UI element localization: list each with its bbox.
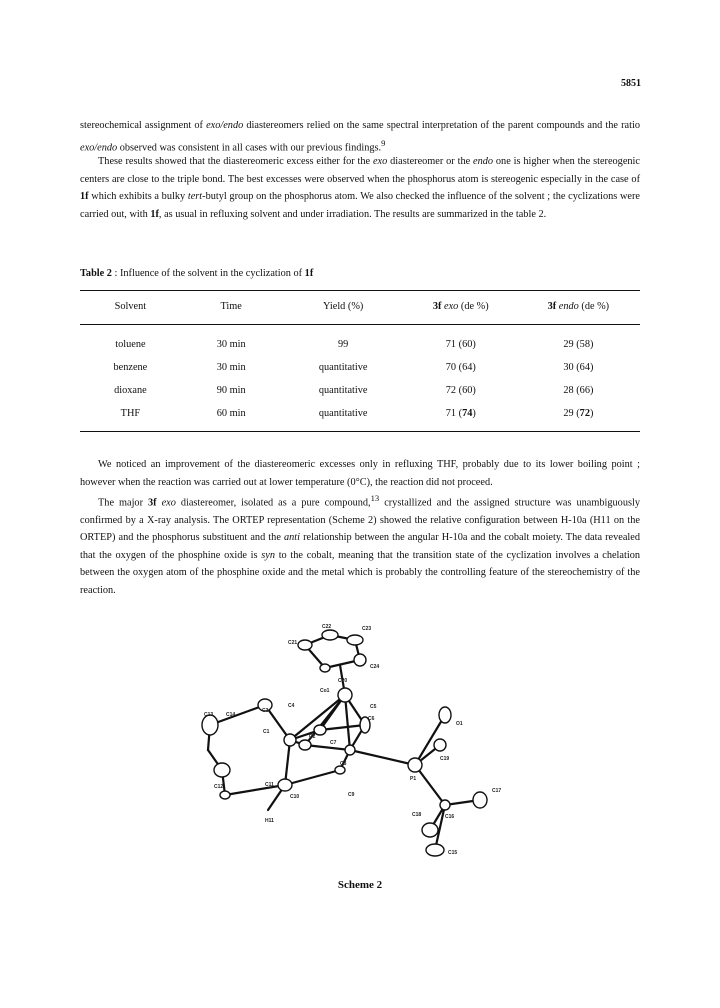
ortep-structure-figure xyxy=(190,620,530,870)
solvent-table xyxy=(80,290,640,432)
atom-label: C13 xyxy=(204,712,214,718)
atom-label: H11 xyxy=(265,818,274,824)
table-header-row xyxy=(80,291,640,325)
atom-label: C16 xyxy=(445,814,455,820)
table-cell: 60 min xyxy=(181,402,282,432)
table-row xyxy=(80,402,640,432)
atom-label: C20 xyxy=(338,678,348,684)
table-cell: 71 (74) xyxy=(405,402,517,432)
atom-label: C14 xyxy=(226,712,236,718)
header-yield: Yield (%) xyxy=(282,291,405,325)
paragraph-3: We noticed an improvement of the diastereomeric excesses only in refluxing THF, probably due to its lower boiling point ; however when the reaction was carried out at lower temperature (0°C), the reaction did not proceed. xyxy=(80,459,640,488)
table-cell: benzene xyxy=(113,362,148,373)
atom-label: C10 xyxy=(290,794,300,800)
table-cell: quantitative xyxy=(318,362,368,373)
figure-caption: Scheme 2 xyxy=(337,879,383,891)
table-cell: 70 (64) xyxy=(445,362,476,373)
atom-label: C4 xyxy=(288,703,295,709)
table-cell: 30 min xyxy=(216,362,246,373)
table-row xyxy=(80,379,640,402)
atom-label: C3 xyxy=(262,708,269,714)
paragraph-4: The major 3f exo diastereomer, isolated as a pure compound,$^{13}$ crystallized and the assigned structure was unambiguously confirmed by a X-ray analysis. The ORTEP representation (Scheme 2) showed the relative configuration between H-10a (H11 on the ORTEP) and the phosphorus substituent and the anti relationship between the angular H-10a and the cobalt moiety. The data revealed that the oxygen of the phosphine oxide is syn to the cobalt, meaning that the transition state of the cyclization involves a chelation between the oxygen atom of the phosphine oxide and the metal which is probably the controlling feature of the stereochemistry of the reaction. xyxy=(80,493,641,596)
table-cell: 30 (64) xyxy=(563,362,594,373)
atom-label: C22 xyxy=(322,624,332,630)
atom-label: C17 xyxy=(492,788,502,794)
atom-label: O1 xyxy=(456,721,463,727)
atom-label: C12 xyxy=(214,784,224,790)
paragraph-1: stereochemical assignment of exo/endo diastereomers relied on the same spectral interpretation of the parent compounds and the ratio exo/endo observed was consistent in all cases with our previous findings.$^9$ xyxy=(80,120,640,153)
table-cell: 28 (66) xyxy=(563,385,594,396)
atom-label: C21 xyxy=(288,640,298,646)
atom-label: C19 xyxy=(440,756,450,762)
table-cell: 71 (60) xyxy=(445,339,476,350)
table-cell: 90 min xyxy=(216,385,246,396)
atom-label: C24 xyxy=(370,664,380,670)
atom-label: C18 xyxy=(412,812,422,818)
atom-label: C15 xyxy=(448,850,458,856)
page-number: 5851 xyxy=(621,78,641,89)
table-caption: Table 2 : Influence of the solvent in the cyclization of 1f xyxy=(80,268,314,279)
table-cell: quantitative xyxy=(282,402,405,432)
table-cell: 72 (60) xyxy=(445,385,476,396)
table-cell: dioxane xyxy=(114,385,147,396)
header-time: Time xyxy=(181,291,282,325)
header-solvent: Solvent xyxy=(80,291,181,325)
atom-label: C7 xyxy=(330,740,337,746)
atom-label: C2 xyxy=(309,734,316,740)
atom-label: C1 xyxy=(263,729,270,735)
table-row xyxy=(80,325,640,357)
table-cell: 29 (72) xyxy=(517,402,640,432)
table-cell: quantitative xyxy=(318,385,368,396)
table-cell: 99 xyxy=(338,339,349,350)
atom-label: P1 xyxy=(410,776,417,782)
paragraph-2: These results showed that the diastereomeric excess either for the exo diastereomer or the endo one is higher when the stereogenic centers are close to the triple bond. The best excesses were observed when the phosphorus atom is stereogenic especially in the case of 1f which exhibits a bulky tert-butyl group on the phosphorus atom. We also checked the influence of the solvent ; the cyclizations were carried out, with 1f, as usual in refluxing solvent and under irradiation. The results are summarized in the table 2. xyxy=(80,156,640,220)
table-cell: 30 min xyxy=(216,339,246,350)
atom-label: Co1 xyxy=(320,688,330,694)
atom-label: C8 xyxy=(340,761,347,767)
table-cell: 29 (58) xyxy=(563,339,594,350)
table-row xyxy=(80,356,640,379)
atom-label: C9 xyxy=(348,792,355,798)
atom-label: C6 xyxy=(368,716,375,722)
header-endo: 3f endo (de %) xyxy=(517,291,640,325)
table-cell: toluene xyxy=(115,339,146,350)
header-exo: 3f exo (de %) xyxy=(405,291,517,325)
atom-label: C23 xyxy=(362,626,372,632)
table-cell: THF xyxy=(80,402,181,432)
atom-label: C11 xyxy=(265,782,274,788)
atom-label: C5 xyxy=(370,704,377,710)
